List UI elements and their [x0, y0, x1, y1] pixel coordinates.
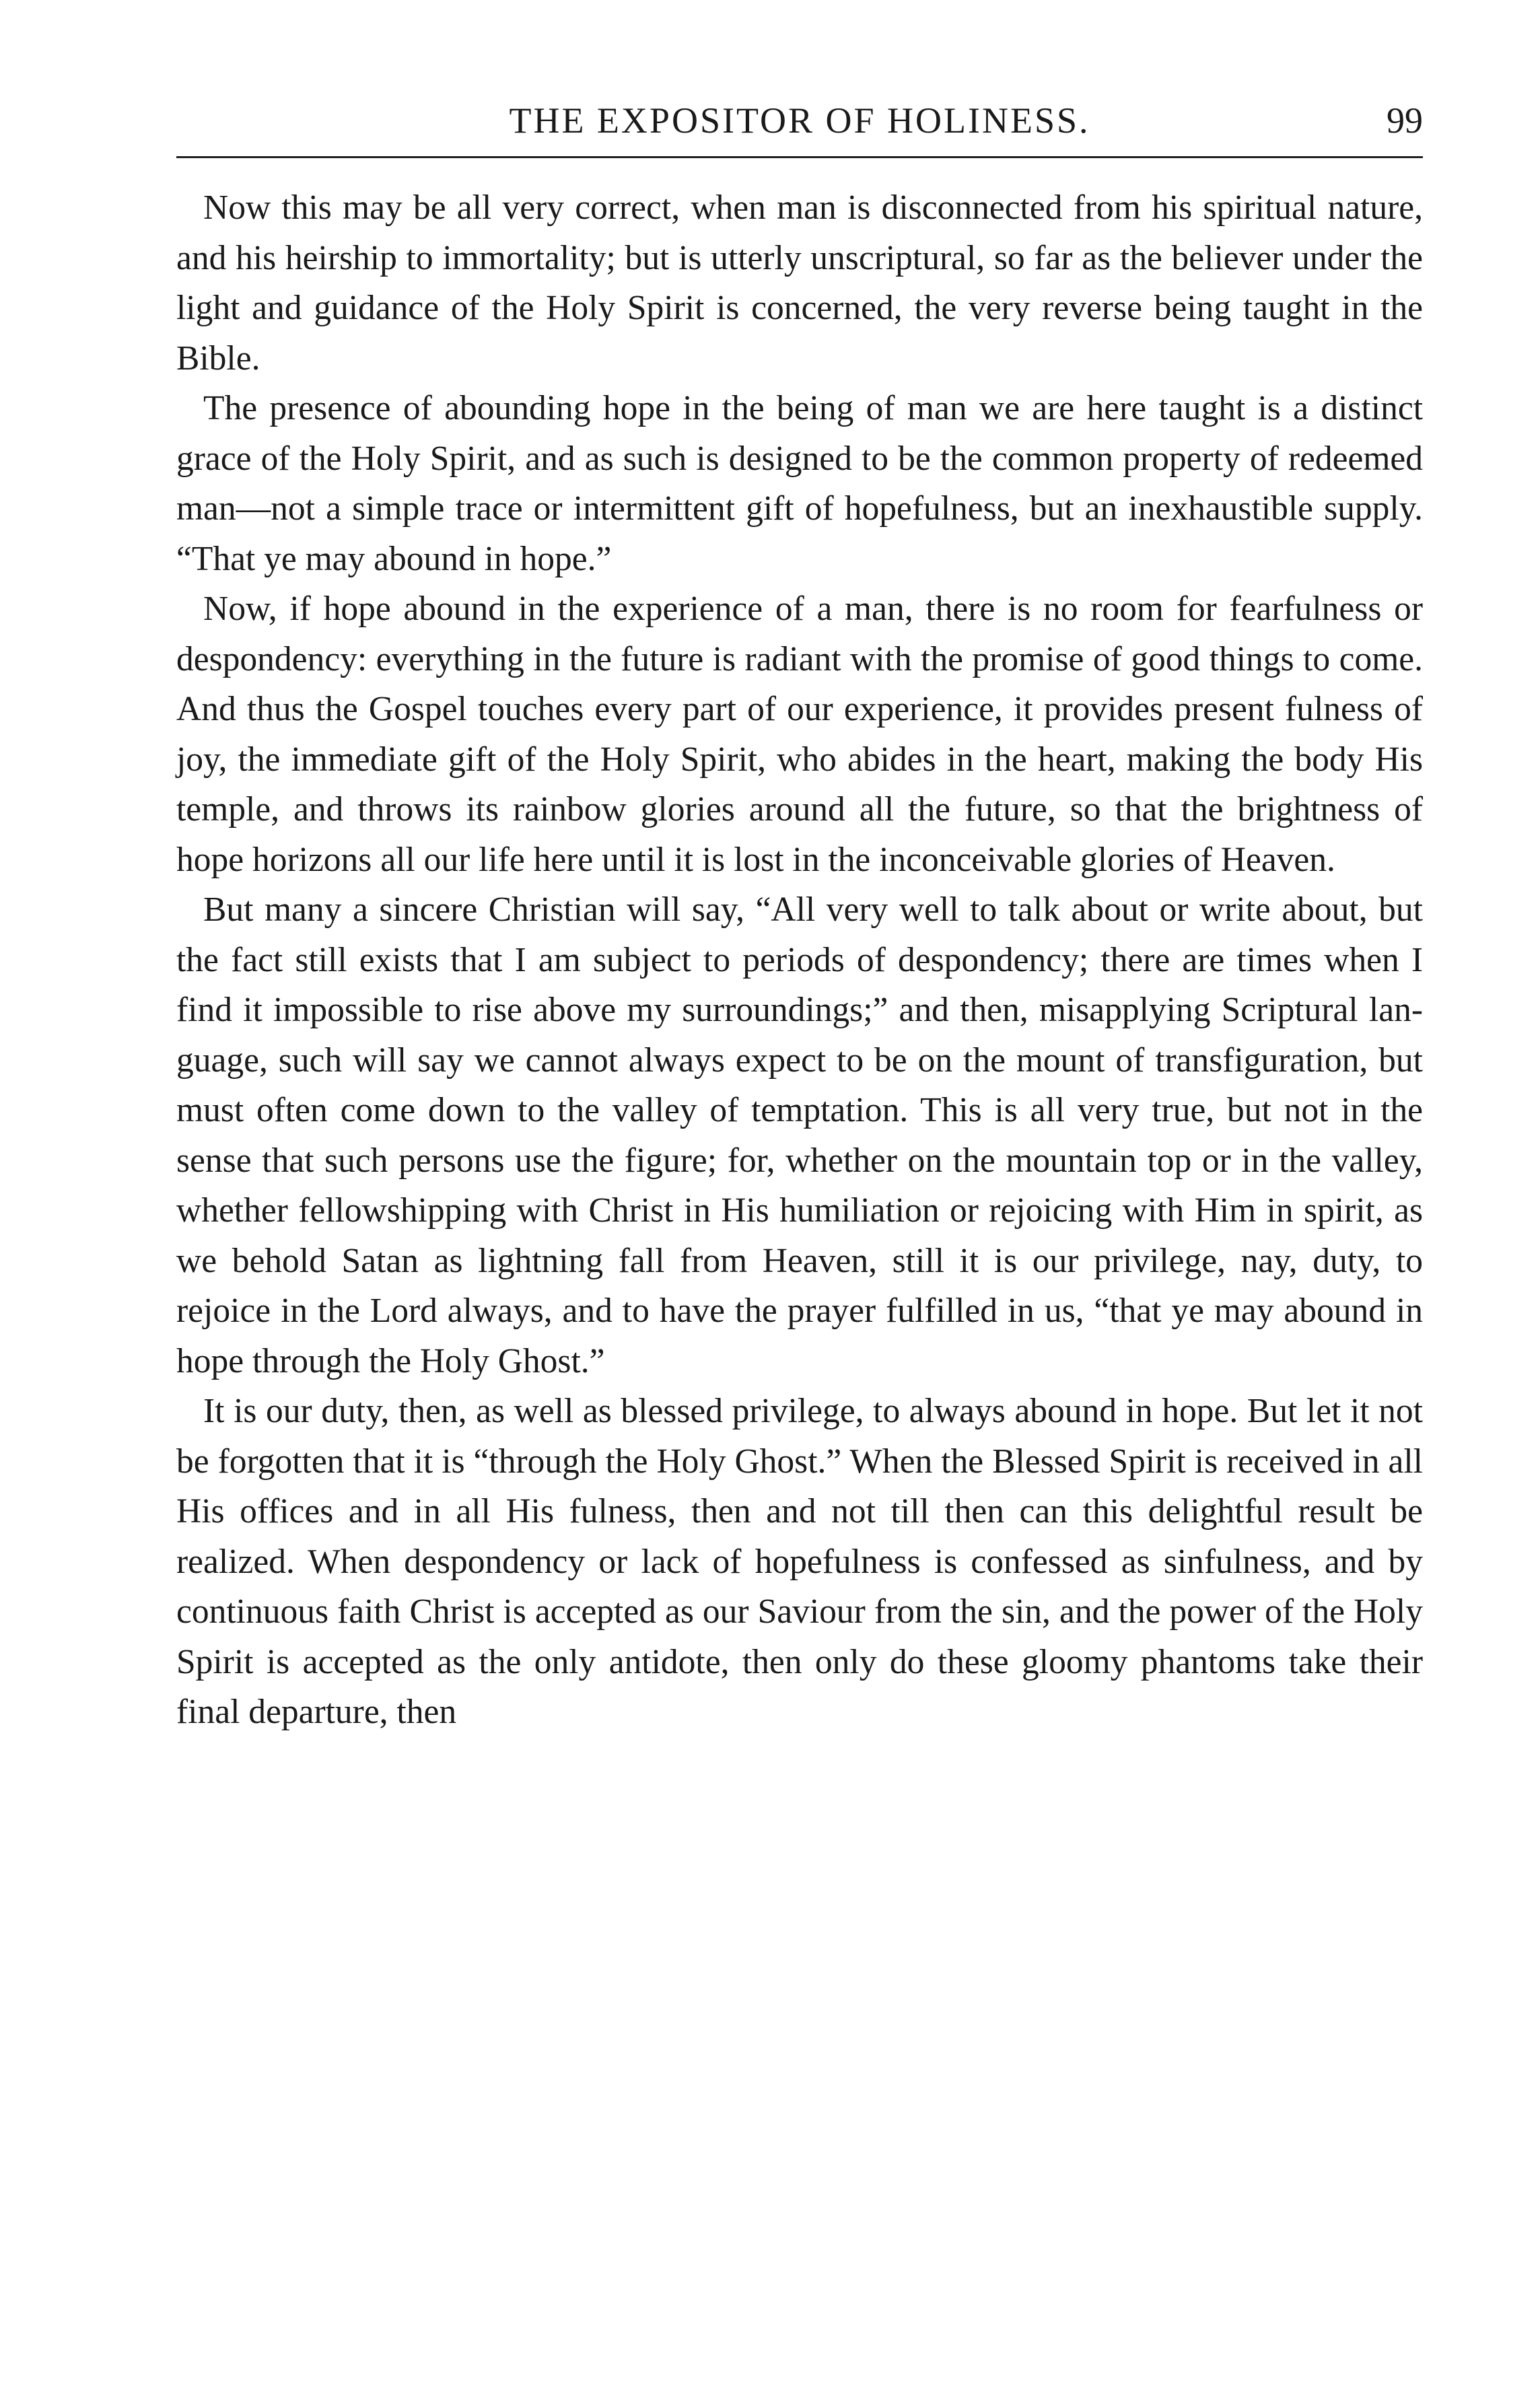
paragraph-3: Now, if hope abound in the experience of a man, there is no room for fearfulness or despondency: everything in the future is radiant with the promise of good things to come. And thus the Gospel touches every part of our experience, it provides present fulness of joy, the immediate gift of the Holy Spirit, who abides in the heart, making the body His temple, and throws its rainbow glories around all the future, so that the brightness of hope horizons all our life here until it is lost in the inconceivable glories of Heaven. — [176, 590, 1423, 879]
paragraph-4: But many a sincere Christian will say, “All very well to talk about or write about, but the fact still exists that I am subject to periods of despondency; there are times when I find it impossible to rise above my surroundings;” and then, misapplying Scriptural language, such will say we cannot always expect to be on the mount of transfiguration, but must often come down to the valley of temptation. This is all very true, but not in the sense that such persons use the figure; for, whether on the mountain top or in the valley, whether fellowshipping with Christ in His humiliation or rejoicing with Him in spirit, as we behold Satan as lightning fall from Heaven, still it is our privilege, nay, duty, to rejoice in the Lord always, and to have the prayer fulfilled in us, “that ye may abound in hope through the Holy Ghost.” — [176, 890, 1423, 1380]
paragraph-5: It is our duty, then, as well as blessed privilege, to always abound in hope. But let it not be forgotten that it is “through the Holy Ghost.” When the Blessed Spirit is received in all His offices and in all His fulness, then and not till then can this delightful result be realized. When despondency or lack of hopefulness is confessed as sinfulness, and by continuous faith Christ is accepted as our Saviour from the sin, and the power of the Holy Spirit is accepted as the only antidote, then only do these gloomy phantoms take their final departure, then — [176, 1392, 1423, 1731]
running-title: THE EXPOSITOR OF HOLINESS. — [509, 100, 1090, 141]
paragraph-2: The presence of abounding hope in the being of man we are here taught is a distinct grace of the Holy Spirit, and as such is designed to be the common property of redeemed man—not a simple trace or intermittent gift of hopefulness, but an inexhaustible supply. “That ye may abound in hope.” — [176, 389, 1423, 578]
running-head — [176, 81, 1423, 155]
book-page — [176, 81, 1423, 1738]
header-rule — [176, 156, 1423, 158]
paragraph-1: Now this may be all very correct, when man is disconnected from his spiritual nature, and his heirship to immortality; but is utterly unscriptural, so far as the believer under the light and guidance of the Holy Spirit is concerned, the very reverse being taught in the Bible. — [176, 188, 1423, 378]
page-number: 99 — [1387, 100, 1423, 141]
body-text — [176, 183, 1423, 1738]
